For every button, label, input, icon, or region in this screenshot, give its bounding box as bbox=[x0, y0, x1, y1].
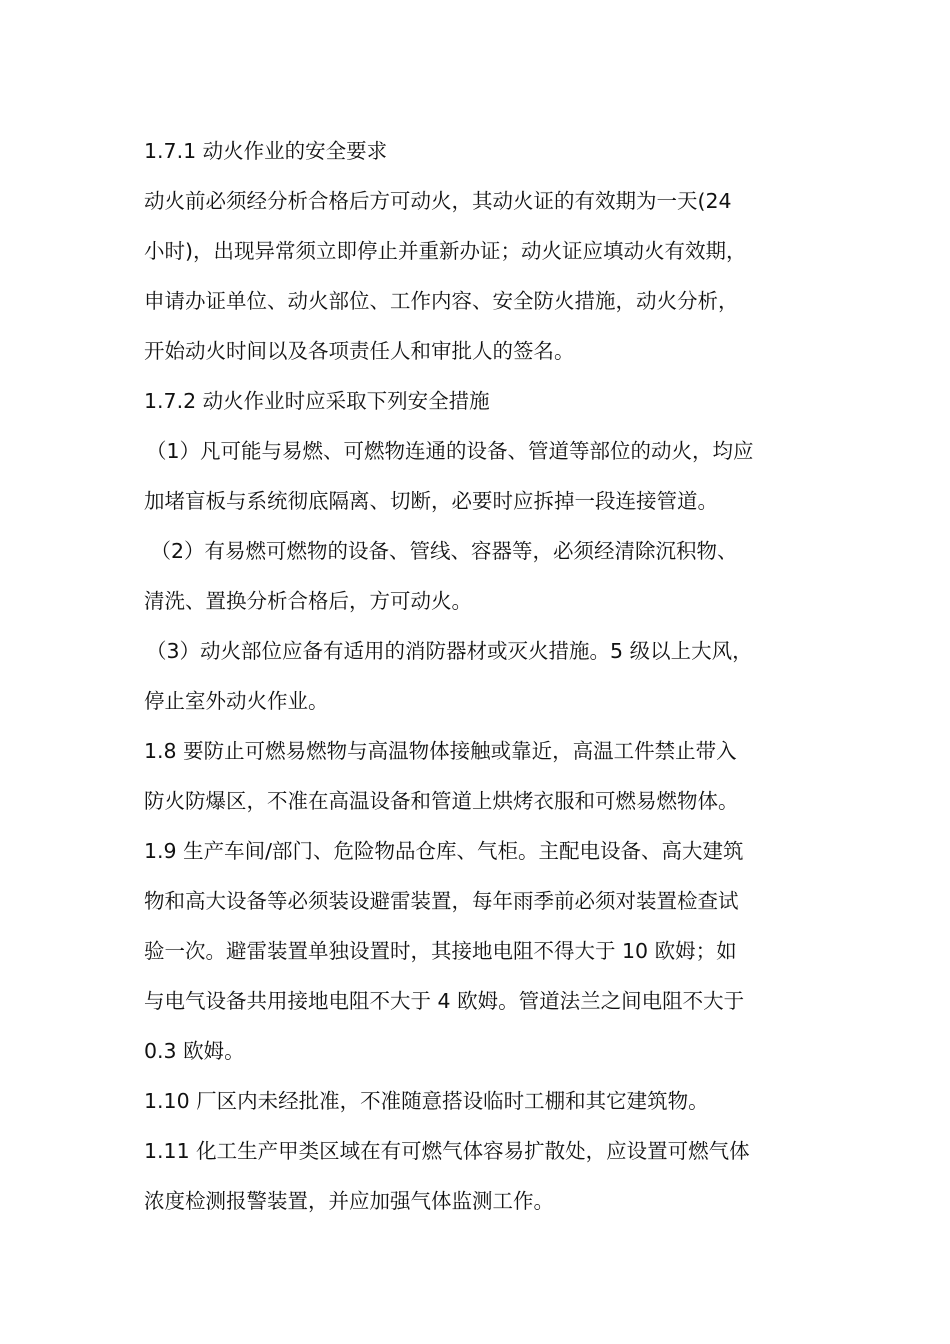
paragraph-line: 小时)，出现异常须立即停止并重新办证；动火证应填动火有效期， bbox=[144, 239, 747, 263]
list-item-2-line: （2）有易燃可燃物的设备、管线、容器等，必须经清除沉积物、 bbox=[144, 539, 738, 563]
list-item-1-line: 加堵盲板与系统彻底隔离、切断，必要时应拆掉一段连接管道。 bbox=[144, 489, 718, 513]
list-item-3-line: 停止室外动火作业。 bbox=[144, 689, 329, 713]
section-1-9-line: 与电气设备共用接地电阻不大于 4 欧姆。管道法兰之间电阻不大于 bbox=[144, 989, 745, 1013]
section-1-9-line: 验一次。避雷装置单独设置时，其接地电阻不得大于 10 欧姆；如 bbox=[144, 939, 737, 963]
section-1-8-line: 1.8 要防止可燃易燃物与高温物体接触或靠近，高温工件禁止带入 bbox=[144, 739, 737, 763]
section-1-9-line: 0.3 欧姆。 bbox=[144, 1039, 245, 1063]
paragraph-line: 申请办证单位、动火部位、工作内容、安全防火措施，动火分析， bbox=[144, 289, 739, 313]
list-item-1-line: （1）凡可能与易燃、可燃物连通的设备、管道等部位的动火，均应 bbox=[146, 439, 754, 463]
section-1-11-line: 1.11 化工生产甲类区域在有可燃气体容易扩散处，应设置可燃气体 bbox=[144, 1139, 750, 1163]
paragraph-line: 开始动火时间以及各项责任人和审批人的签名。 bbox=[144, 339, 575, 363]
paragraph-line: 动火前必须经分析合格后方可动火，其动火证的有效期为一天(24 bbox=[144, 189, 732, 213]
section-1-10-line: 1.10 厂区内未经批准，不准随意搭设临时工棚和其它建筑物。 bbox=[144, 1089, 709, 1113]
list-item-3-line: （3）动火部位应备有适用的消防器材或灭火措施。5 级以上大风， bbox=[146, 639, 753, 663]
section-1-8-line: 防火防爆区，不准在高温设备和管道上烘烤衣服和可燃易燃物体。 bbox=[144, 789, 739, 813]
heading-1-7-1: 1.7.1 动火作业的安全要求 bbox=[144, 139, 388, 163]
list-item-2-line: 清洗、置换分析合格后，方可动火。 bbox=[144, 589, 472, 613]
section-1-9-line: 1.9 生产车间/部门、危险物品仓库、气柜。主配电设备、高大建筑 bbox=[144, 839, 744, 863]
document-body bbox=[144, 126, 808, 1226]
section-1-11-line: 浓度检测报警装置，并应加强气体监测工作。 bbox=[144, 1189, 554, 1213]
section-1-9-line: 物和高大设备等必须装设避雷装置，每年雨季前必须对装置检查试 bbox=[144, 889, 739, 913]
heading-1-7-2: 1.7.2 动火作业时应采取下列安全措施 bbox=[144, 389, 490, 413]
